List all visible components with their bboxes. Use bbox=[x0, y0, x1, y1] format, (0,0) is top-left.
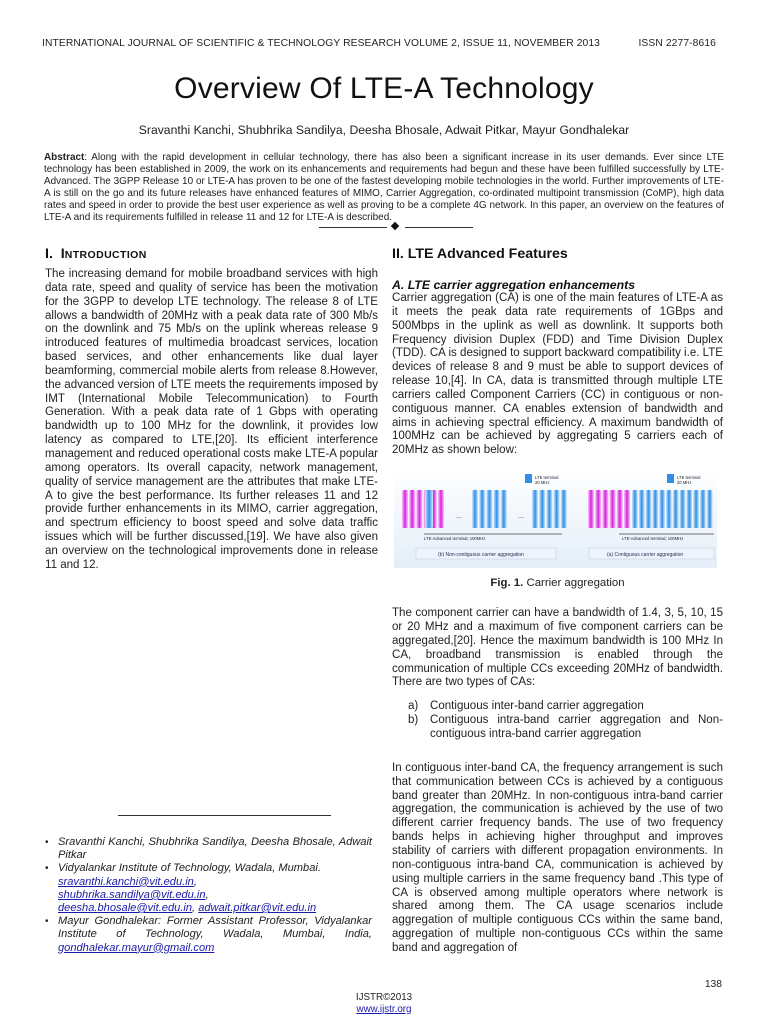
carrier-bar bbox=[680, 490, 686, 528]
section-heading-lte-advanced: II. LTE Advanced Features bbox=[392, 246, 568, 262]
left-gap-dots-1: ... bbox=[456, 513, 462, 521]
carrier-bar bbox=[501, 490, 507, 528]
abstract bbox=[44, 152, 724, 223]
footnote-item bbox=[45, 915, 372, 955]
left-band-label: LTE-Advanced terminal; 100MHz bbox=[424, 536, 486, 542]
author-footnotes bbox=[45, 836, 372, 955]
right-band-label: LTE-Advanced terminal; 100MHz bbox=[622, 536, 684, 542]
carrier-bar bbox=[652, 490, 658, 528]
list-item-text: Contiguous intra-band carrier aggregation and Non-contiguous intra-band carrier aggregation bbox=[430, 714, 723, 740]
email-link-sandilya[interactable]: shubhrika.sandilya@vit.edu.in bbox=[58, 888, 206, 901]
footnote-authors: Sravanthi Kanchi, Shubhrika Sandilya, Deesha Bhosale, Adwait Pitkar bbox=[58, 836, 372, 862]
left-terminal-bw: 20 MHz bbox=[535, 480, 550, 486]
abstract-label: Abstract bbox=[44, 152, 85, 163]
figure-label: Fig. 1. bbox=[490, 577, 524, 590]
list-item bbox=[392, 700, 723, 714]
paper-title: Overview Of LTE-A Technology bbox=[174, 72, 594, 105]
right-terminal-label: LTE terminal bbox=[677, 475, 701, 481]
divider-line-left bbox=[319, 227, 387, 228]
list-marker: a) bbox=[408, 700, 419, 713]
section-divider bbox=[319, 222, 473, 232]
carrier-bar bbox=[602, 490, 608, 528]
email-link-kanchi[interactable]: sravanthi.kanchi@vit.edu.in bbox=[58, 875, 194, 888]
carrier-bar bbox=[546, 490, 552, 528]
email-link-gondhalekar[interactable]: gondhalekar.mayur@gmail.com bbox=[58, 941, 215, 954]
bullet-icon: • bbox=[45, 916, 49, 928]
carrier-bar bbox=[632, 490, 638, 528]
carrier-bar bbox=[686, 490, 692, 528]
bullet-icon: • bbox=[45, 837, 49, 848]
carrier-bar bbox=[425, 490, 433, 528]
list-marker: b) bbox=[408, 714, 419, 727]
carrier-bar bbox=[617, 490, 623, 528]
footer-url-link[interactable]: www.ijstr.org bbox=[356, 1003, 412, 1015]
carrier-bar bbox=[561, 490, 567, 528]
right-terminal-icon bbox=[667, 474, 674, 483]
component-carrier-paragraph: The component carrier can have a bandwidth of 1.4, 3, 5, 10, 15 or 20 MHz and a maximum of five component carriers can be aggregated,[20]. Hence the maximum bandwidth is 100 MHz In CA, broadband transmission is enabled through the communication of multiple CCs exceeding 20MHz of bandwidth. There are two types of CAs: bbox=[392, 607, 723, 689]
email-link-bhosale[interactable]: deesha.bhosale@vit.edu.in bbox=[58, 902, 193, 915]
footnote-gondhalekar bbox=[58, 915, 372, 955]
carrier-bar bbox=[673, 490, 679, 528]
carrier-bar bbox=[479, 490, 485, 528]
footnote-rule bbox=[118, 815, 331, 816]
carrier-bar bbox=[666, 490, 672, 528]
gondhalekar-text: Mayur Gondhalekar: Former Assistant Professor, Vidyalankar Institute of Technology, Wadala, Mumbai, India, bbox=[58, 915, 372, 941]
section-title-first-letter: I bbox=[60, 246, 65, 262]
footer-copyright: IJSTR©2013 bbox=[355, 992, 413, 1003]
affiliation-text: Vidyalankar Institute of Technology, Wadala, Mumbai. bbox=[58, 862, 321, 875]
abstract-text: : Along with the rapid development in cellular technology, there has also been a significant increase in its user demands. Ever since LTE technology has been established in 2009, the work on its enhancements and requirements had begun and these have been fulfilled successfully by LTE-Advanced. The 3GPP Release 10 or LTE-A has proven to be one of the fastest developing mobile technologies in the world. Further improvements of LTE-A is still on the go and its future releases have enhanced features of MIMO, Carrier Aggregation, co-ordinated multipoint transmission (CoMP), high data rates and speed in order to provide the best user experience as well as proving to be a complete 4G network. In this paper, an overview on the features of LTE-A and its requirements fulfilled in release 11 and 12 for LTE-A is described. bbox=[44, 152, 724, 223]
footnote-item bbox=[45, 836, 372, 862]
carrier-bar bbox=[700, 490, 706, 528]
carrier-bar bbox=[486, 490, 492, 528]
author-list: Sravanthi Kanchi, Shubhrika Sandilya, Deesha Bhosale, Adwait Pitkar, Mayur Gondhalekar bbox=[138, 123, 630, 137]
carrier-bar bbox=[693, 490, 699, 528]
page-footer bbox=[0, 992, 768, 1015]
subsection-heading-carrier-aggregation: A. LTE carrier aggregation enhancements bbox=[392, 278, 636, 292]
left-panel-title: (b) Non-contiguous carrier aggregation bbox=[438, 552, 524, 559]
carrier-bar bbox=[659, 490, 665, 528]
issn: ISSN 2277-8616 bbox=[638, 38, 716, 49]
carrier-bar bbox=[554, 490, 560, 528]
right-panel-title: (a) Contiguous carrier aggregation bbox=[607, 552, 684, 559]
right-terminal-bw: 20 MHz bbox=[677, 480, 692, 486]
carrier-bar bbox=[416, 490, 422, 528]
carrier-bar bbox=[494, 490, 500, 528]
journal-name: INTERNATIONAL JOURNAL OF SCIENTIFIC & TECHNOLOGY RESEARCH VOLUME 2, ISSUE 11, NOVEMBER 2013 bbox=[42, 38, 601, 49]
left-column bbox=[45, 246, 378, 573]
figure-caption bbox=[392, 577, 723, 589]
bullet-icon: • bbox=[45, 863, 49, 875]
running-header bbox=[42, 38, 716, 49]
carrier-aggregation-paragraph: Carrier aggregation (CA) is one of the main features of LTE-A as it meets the peak data rate requirements of 1GBps and 500Mbps in the uplink as well as downlink. It supports both Frequency division Duplex (FDD) and Time Division Duplex (TDD). CA is designed to support backward compatibility i.e. LTE devices of release 8 and 9 must be able to support devices of release 10,[4]. In CA, data is transmitted through multiple LTE carriers called Component Carriers (CC) in contiguous or non-contiguous manner. CA enables extension of bandwidth and aims in achieving spectral efficiency. A maximum bandwidth of 100MHz can be achieved by aggregating 5 carriers each of 20MHz as shown below: bbox=[392, 292, 723, 457]
section-title-rest: NTRODUCTION bbox=[64, 249, 147, 261]
carrier-bar bbox=[472, 490, 478, 528]
carrier-bar bbox=[539, 490, 545, 528]
left-gap-dots-2: ... bbox=[518, 513, 524, 521]
ca-description-paragraph: In contiguous inter-band CA, the frequency arrangement is such that communication between CCs is achieved by a contiguous band greater than 20MHz. In non-contiguous intra-band carrier aggregation, the communication is achieved by the use of two different carrier frequency bands. The use of two frequency bands helps in achieving higher throughput and improves stability of carriers with different propagation environments. In non-contiguous intra-band CA, communication is achieved by using multiple carriers in the same frequency band .This type of CA is observed among multiple operators where network is shared among them. The CA usage scenarios include aggregation of multiple contiguous CCs within the same band, aggregation of multiple non-contiguous CCs within the same band and aggregation of bbox=[392, 761, 723, 954]
carrier-bar bbox=[588, 490, 594, 528]
divider-line-right bbox=[405, 227, 473, 228]
left-terminal-label: LTE terminal bbox=[535, 475, 559, 481]
right-column bbox=[392, 246, 723, 956]
section-number: I. bbox=[45, 246, 53, 262]
email-link-pitkar[interactable]: adwait.pitkar@vit.edu.in bbox=[198, 902, 317, 915]
left-panel-carriers bbox=[402, 490, 567, 528]
carrier-bar bbox=[438, 490, 444, 528]
carrier-bar bbox=[707, 490, 713, 528]
carrier-bar bbox=[639, 490, 645, 528]
carrier-bar bbox=[595, 490, 601, 528]
figure-caption-text: Carrier aggregation bbox=[523, 577, 625, 590]
carrier-bar bbox=[409, 490, 415, 528]
introduction-text: The increasing demand for mobile broadband services with high data rate, speed and quality of service has been the motivation for the 3GPP to develop LTE technology. The release 8 of LTE allows a bandwidth of 20MHz with a peak data rate of 300 Mb/s on the downlink and 75 Mb/s on the uplink whereas release 9 introduced features of multimedia broadcast services, location based services, and other enhancements like dual layer beamforming, commercial mobile alerts from release 8.However, the advanced version of LTE meets the requirements imposed by IMT (International Mobile Telecommunication) to Fourth Generation. With a peak data rate of 1 Gbps with operating bandwidth up to 100 MHz for the downlink, it provides low latency as compared to LTE,[20]. Its efficient interference management and reduced operational costs make LTE-A popular among operators. Its overall capacity, network management, quality of service management are the attributes that make LTE-A to give the best performance. Its further releases 11 and 12 provide further enhancements in its MIMO, carrier aggregation, and spectrum efficiency to boost speed and solve data traffic issues which will be further discussed,[19]. We have also given an overview on the technological improvements done in release 11 and 12. bbox=[45, 268, 378, 571]
list-item bbox=[392, 714, 723, 742]
carrier-bar bbox=[610, 490, 616, 528]
page-number: 138 bbox=[704, 979, 722, 990]
list-item-text: Contiguous inter-band carrier aggregation bbox=[430, 700, 644, 713]
right-panel-carriers bbox=[588, 490, 713, 528]
left-terminal-icon bbox=[525, 474, 532, 483]
ca-types-list bbox=[392, 700, 723, 742]
section-heading-introduction bbox=[45, 246, 378, 268]
carrier-bar bbox=[646, 490, 652, 528]
footnote-affiliation: Vidyalankar Institute of Technology, Wadala, Mumbai. sravanthi.kanchi@vit.edu.in, shubhrika.sandilya@vit.edu.in, deesha.bhosale@vit.edu.in, adwait.pitkar@vit.edu.in bbox=[58, 862, 321, 915]
carrier-bar bbox=[532, 490, 538, 528]
carrier-bar bbox=[624, 490, 630, 528]
carrier-bar bbox=[402, 490, 408, 528]
divider-diamond-icon bbox=[391, 222, 399, 230]
carrier-aggregation-diagram bbox=[394, 468, 717, 568]
figure-carrier-aggregation bbox=[394, 468, 717, 568]
footnote-item bbox=[45, 862, 372, 915]
